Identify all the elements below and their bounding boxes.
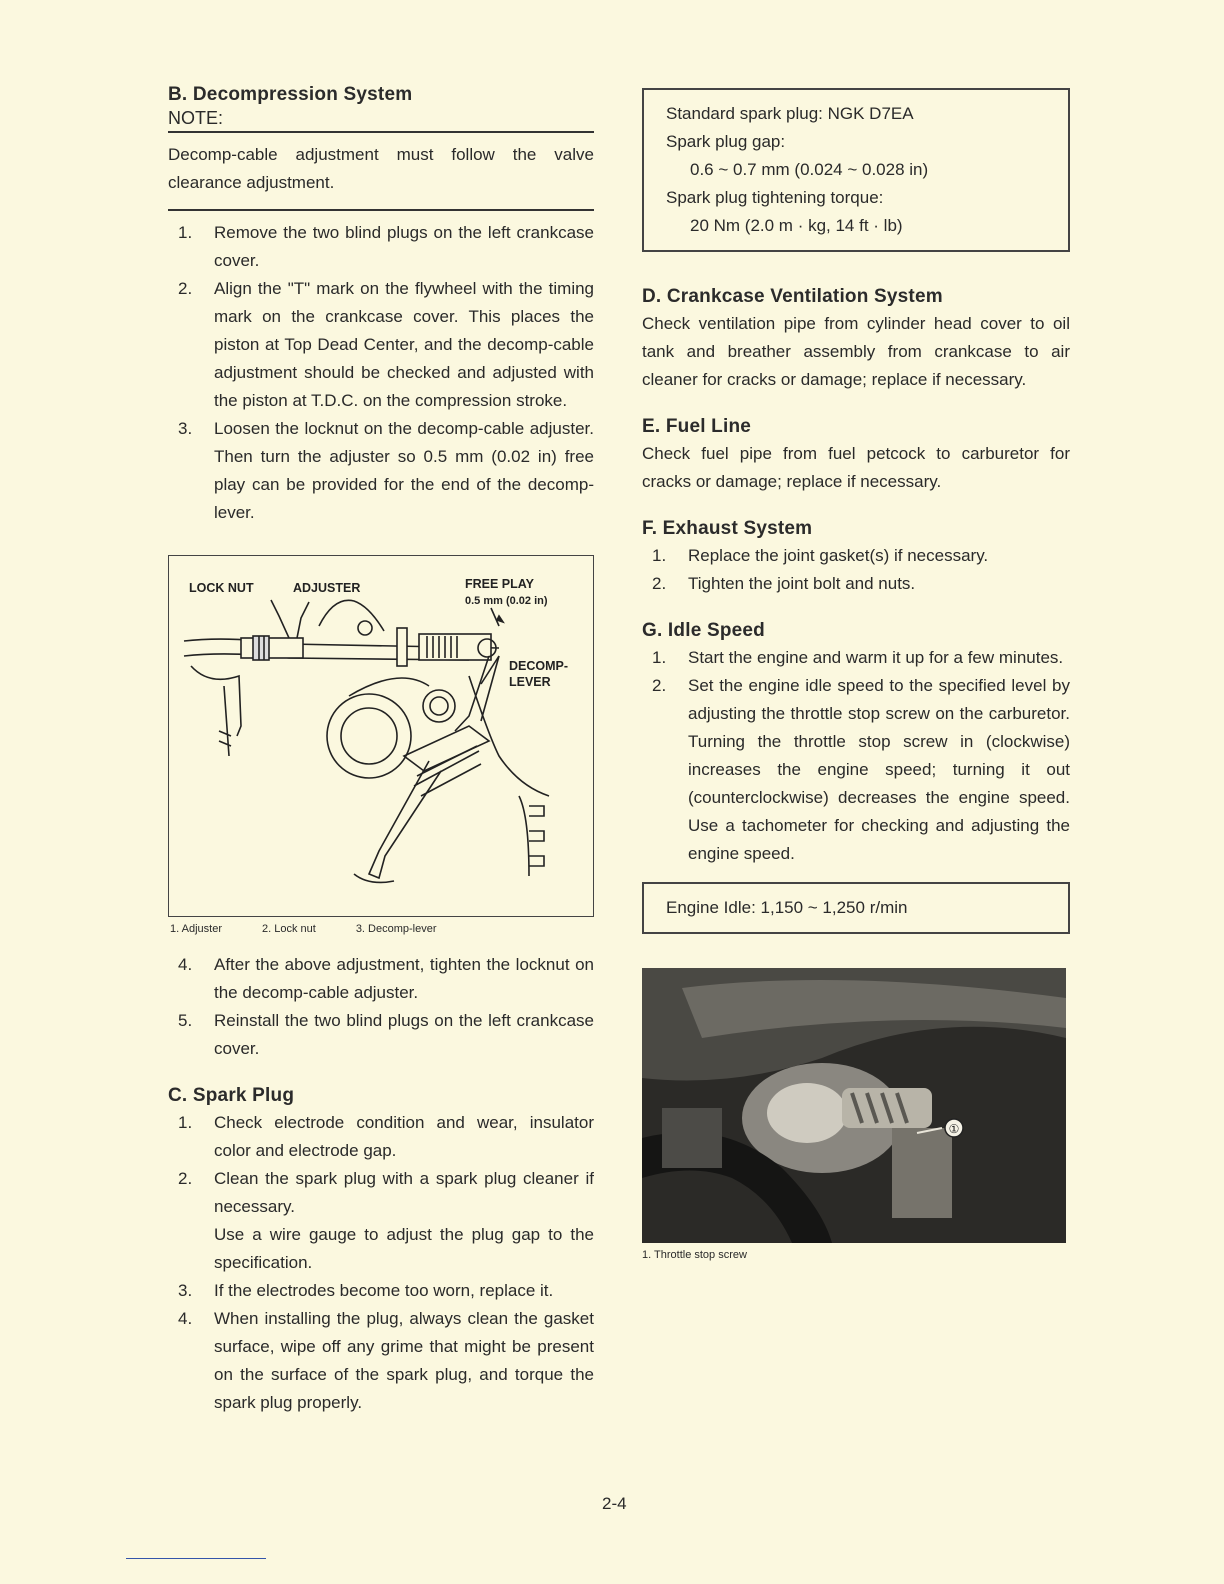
list-item: 1. Remove the two blind plugs on the left crankcase cover. [178,223,594,270]
list-item: 2. Set the engine idle speed to the specified level by adjusting the throttle stop screw on the carburetor. Turning the throttle stop screw in (clockwise) increases the engine speed; turning it out (counterclockwise) decreases the engine speed. Use a tachometer for checking and adjusting the engine speed. [652,676,1070,863]
caption-item: 3. Decomp-lever [355,923,437,935]
section-text: Check fuel pipe from fuel petcock to carburetor for cracks or damage; replace if necessary. [642,444,1070,491]
page-number: 2-4 [602,1494,627,1513]
decompression-steps-continued [168,951,594,1063]
photo-caption: 1. Throttle stop screw [642,1249,747,1261]
section-heading-f: F. Exhaust System [642,518,813,539]
section-heading-e: E. Fuel Line [642,416,752,437]
section-heading-d: D. Crankcase Ventilation System [642,286,943,307]
right-column [642,88,1070,1261]
spark-plug-steps [168,1109,594,1417]
label-freeplay-value: 0.5 mm (0.02 in) [465,595,548,607]
figure-captions [168,923,594,935]
list-item: 3. If the electrodes become too worn, replace it. [178,1281,554,1300]
list-item: 4. After the above adjustment, tighten the locknut on the decomp-cable adjuster. [178,955,594,1002]
label-freeplay: FREE PLAY [465,577,535,591]
label-decomp: DECOMP- [509,659,569,673]
list-item: 2. Clean the spark plug with a spark plug cleaner if necessary. Use a wire gauge to adjust the plug gap to the specification. [178,1169,594,1272]
throttle-photo [642,968,1066,1243]
idle-spec-box: Engine Idle: 1,150 ~ 1,250 r/min [642,882,1070,934]
list-item: 1. Start the engine and warm it up for a few minutes. [652,648,1064,667]
list-item: 5. Reinstall the two blind plugs on the left crankcase cover. [178,1011,594,1058]
spark-plug-spec-box [642,88,1070,252]
list-item: 1. Replace the joint gasket(s) if necessary. [652,546,989,565]
list-item: 4. When installing the plug, always clean the gasket surface, wipe off any grime that might be present on the surface of the spark plug, and torque the spark plug properly. [178,1309,594,1412]
section-idle-speed [642,620,1070,1261]
left-column [168,84,594,1439]
photo-callout: ① [948,1122,960,1136]
idle-steps [642,644,1070,868]
spec-line: 0.6 ~ 0.7 mm (0.024 ~ 0.028 in) [690,160,929,179]
list-item: 2. Tighten the joint bolt and nuts. [652,574,916,593]
decomp-diagram-drawing [169,556,593,916]
footer-rule [126,1558,266,1559]
spec-line: Spark plug tightening torque: [666,188,884,207]
caption-item: 2. Lock nut [261,923,316,935]
label-locknut: LOCK NUT [189,581,254,595]
decompression-steps [168,219,594,527]
section-decompression [168,84,594,1063]
exhaust-steps [642,542,1070,598]
spec-line: Spark plug gap: [666,132,786,151]
section-fuel-line [642,416,1070,496]
section-spark-plug [168,1085,594,1417]
label-lever: LEVER [509,675,551,689]
note-label: NOTE: [168,108,594,133]
caption-item: 1. Adjuster [170,923,222,935]
list-item: 3. Loosen the locknut on the decomp-cable adjuster. Then turn the adjuster so 0.5 mm (0.02 in) free play can be provided for the end of the decomp-lever. [178,419,594,522]
section-heading-g: G. Idle Speed [642,620,765,641]
note-text: Decomp-cable adjustment must follow the valve clearance adjustment. [168,141,594,211]
list-item: 1. Check electrode condition and wear, insulator color and electrode gap. [178,1113,594,1160]
section-text: Check ventilation pipe from cylinder head cover to oil tank and breather assembly from crankcase to air cleaner for cracks or damage; replace if necessary. [642,314,1070,389]
section-heading-c: C. Spark Plug [168,1085,295,1106]
spec-line: Standard spark plug: NGK D7EA [666,104,914,123]
throttle-photo-image [642,968,1066,1243]
label-adjuster: ADJUSTER [293,581,361,595]
spec-line: 20 Nm (2.0 m · kg, 14 ft · lb) [690,216,903,235]
section-exhaust [642,518,1070,598]
section-crankcase-ventilation [642,286,1070,394]
section-heading-b: B. Decompression System [168,84,413,105]
list-item: 2. Align the "T" mark on the flywheel with the timing mark on the crankcase cover. This places the piston at Top Dead Center, and the decomp-cable adjustment should be checked and adjusted with the piston at T.D.C. on the compression stroke. [178,279,594,410]
decomp-diagram [168,555,594,917]
